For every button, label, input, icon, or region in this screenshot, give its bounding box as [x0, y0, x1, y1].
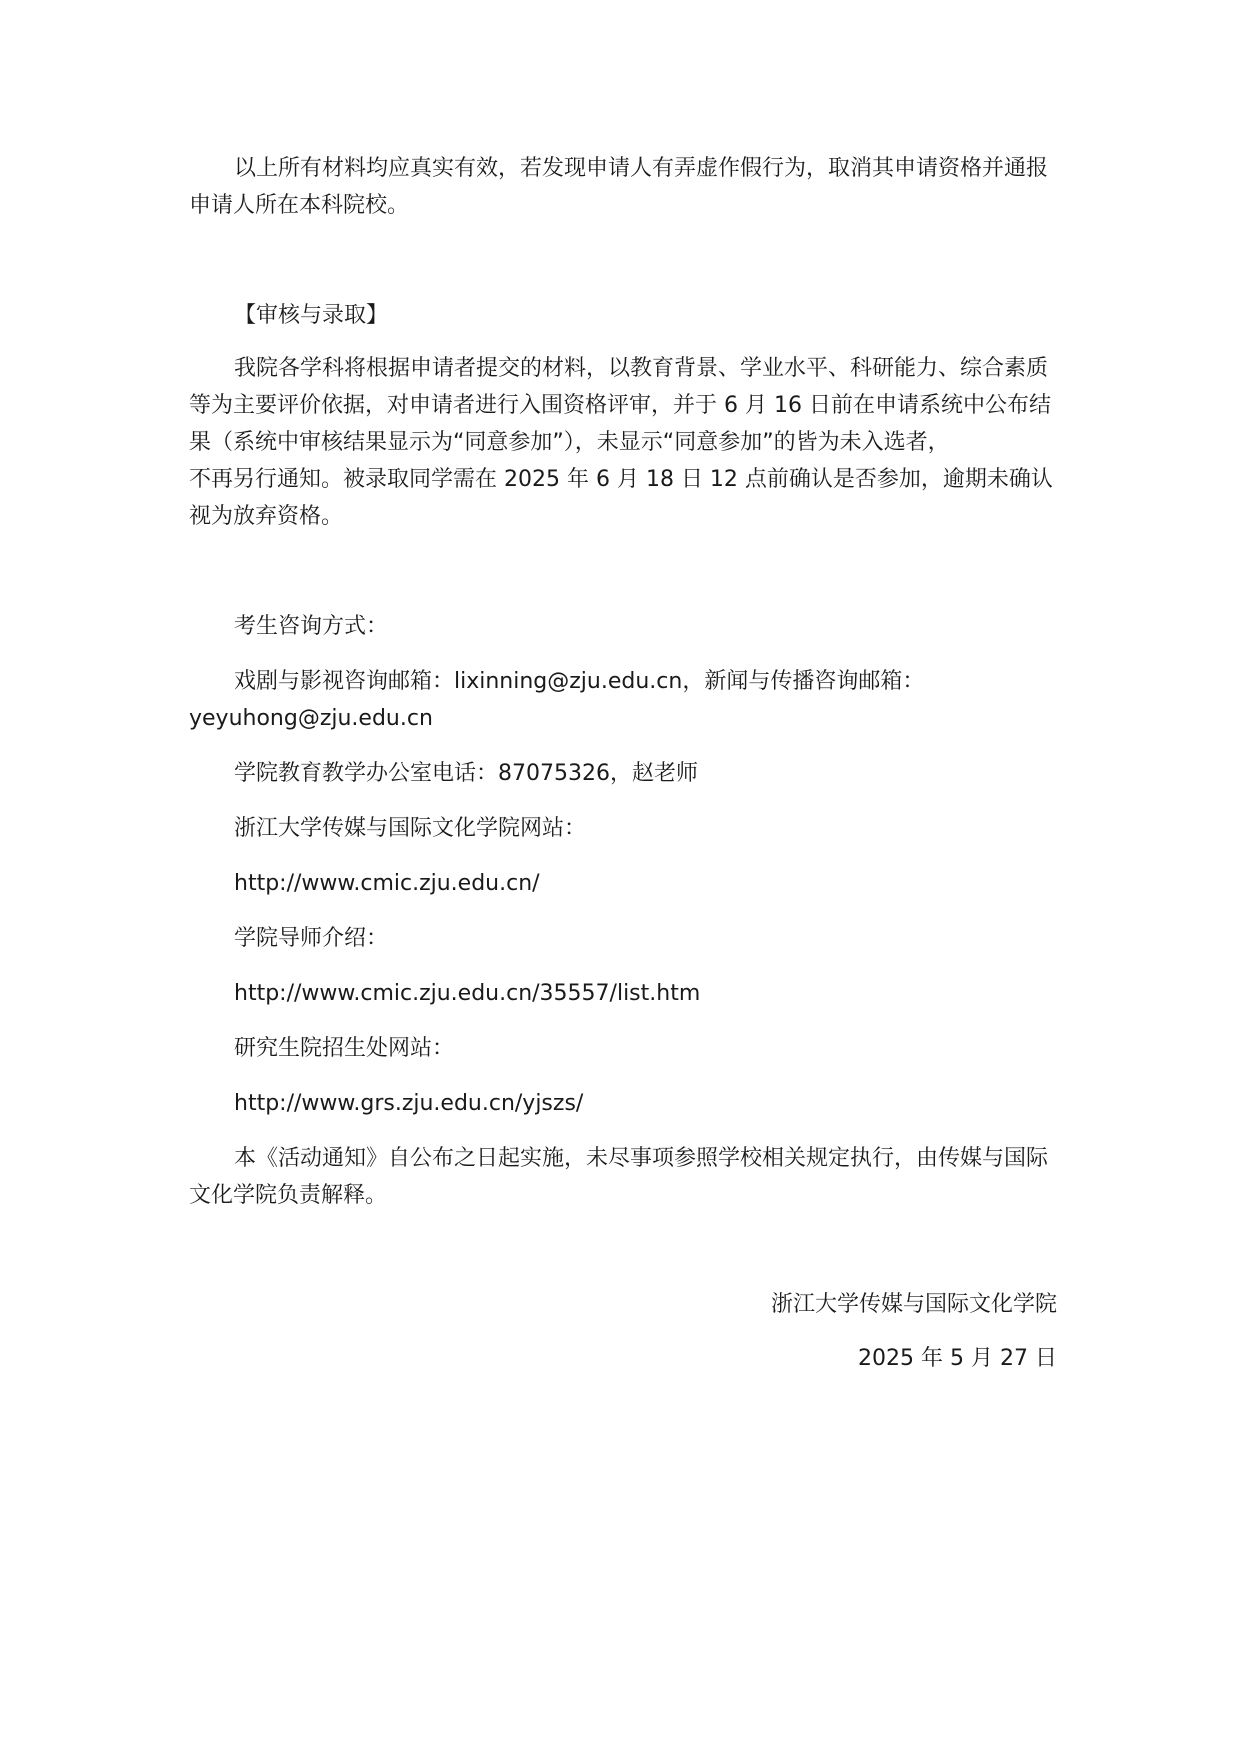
- review-heading: 【审核与录取】: [234, 303, 389, 328]
- review-paragraph-continued: 不再另行通知。被录取同学需在 2025 年 6 月 18 日 12 点前确认是否参加，逾期未确认视为放弃资格。: [189, 467, 1053, 529]
- mentor-label: 学院导师介绍：: [234, 926, 389, 951]
- signature-organization: 浙江大学传媒与国际文化学院: [770, 1292, 1057, 1317]
- grad-url[interactable]: http://www.grs.zju.edu.cn/yjszs/: [234, 1091, 584, 1116]
- contact-title: 考生咨询方式：: [234, 614, 389, 639]
- grad-label: 研究生院招生处网站：: [234, 1036, 455, 1061]
- website-label: 浙江大学传媒与国际文化学院网站：: [234, 816, 587, 841]
- mentor-url[interactable]: http://www.cmic.zju.edu.cn/35557/list.htm: [234, 981, 701, 1006]
- contact-phone: 学院教育教学办公室电话：87075326，赵老师: [234, 761, 698, 786]
- signature-date: 2025 年 5 月 27 日: [858, 1346, 1057, 1371]
- contact-email-text: 戏剧与影视咨询邮箱：lixinning@zju.edu.cn，新闻与传播咨询邮箱：: [234, 669, 925, 694]
- document-body: [189, 150, 1057, 1377]
- review-paragraph: 我院各学科将根据申请者提交的材料，以教育背景、学业水平、科研能力、综合素质等为主要评价依据，对申请者进行入围资格评审，并于 6 月 16 日前在申请系统中公布结果（系统中审核结果显示为“同意参加”），未显示“同意参加”的皆为未入选者，: [189, 356, 1051, 455]
- contact-email-address: yeyuhong@zju.edu.cn: [189, 706, 433, 731]
- website-url[interactable]: http://www.cmic.zju.edu.cn/: [234, 871, 540, 896]
- contact-email-line: [189, 663, 1057, 737]
- final-paragraph: 本《活动通知》自公布之日起实施，未尽事项参照学校相关规定执行，由传媒与国际文化学院负责解释。: [189, 1146, 1049, 1208]
- materials-paragraph: 以上所有材料均应真实有效，若发现申请人有弄虚作假行为，取消其申请资格并通报申请人所在本科院校。: [189, 156, 1049, 218]
